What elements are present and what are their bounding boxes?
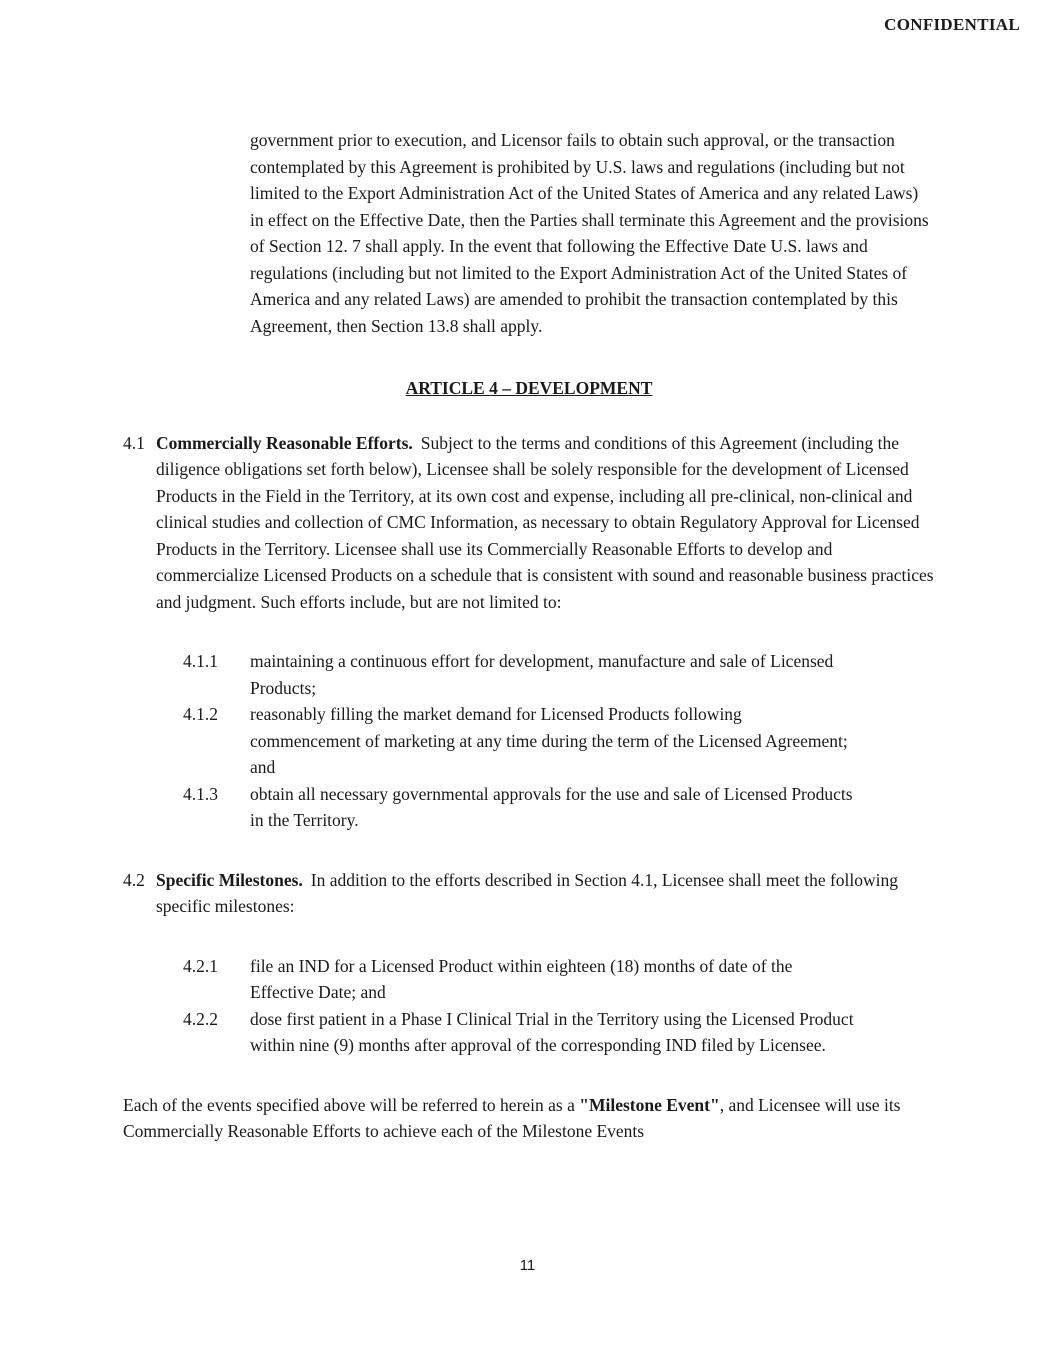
list-item	[183, 701, 935, 781]
confidential-label: CONFIDENTIAL	[884, 15, 1020, 34]
section-4-2-items	[183, 953, 935, 1059]
section-4-1-number: 4.1	[123, 432, 145, 453]
page-number: 11	[519, 1257, 536, 1274]
document-content	[123, 0, 935, 1145]
closing-prefix: Each of the events specified above will be referred to herein as a	[123, 1094, 580, 1115]
list-item	[183, 1006, 935, 1059]
section-4-2-paragraph	[123, 867, 935, 920]
item-text: reasonably filling the market demand for Licensed Products following commencement of marketing at any time during the term of the Licensed Agreement; and	[250, 704, 848, 777]
item-text: dose first patient in a Phase I Clinical Trial in the Territory using the Licensed Product within nine (9) months after approval of the corresponding IND filed by Licensee.	[250, 1008, 854, 1055]
item-text: obtain all necessary governmental approvals for the use and sale of Licensed Products in the Territory.	[250, 783, 853, 830]
closing-suffix: , and Licensee will use its Commercially Reasonable Efforts to achieve each of the Milestone Events	[123, 1094, 901, 1141]
intro-paragraph: government prior to execution, and Licensor fails to obtain such approval, or the transaction contemplated by this Agreement is prohibited by U.S. laws and regulations (including but not limited to the Export Administration Act of the United States of America and any related Laws) in effect on the Effective Date, then the Parties shall terminate this Agreement and the provisions of Section 12. 7 shall apply. In the event that following the Effective Date U.S. laws and regulations (including but not limited to the Export Administration Act of the United States of America and any related Laws) are amended to prohibit the transaction contemplated by this Agreement, then Section 13.8 shall apply.	[250, 130, 929, 336]
list-item	[183, 953, 935, 1006]
section-4-1-items	[183, 648, 935, 834]
closing-paragraph	[123, 1092, 935, 1145]
list-item	[183, 648, 935, 701]
section-4-1-body: Subject to the terms and conditions of this Agreement (including the diligence obligations set forth below), Licensee shall be solely responsible for the development of Licensed Products in the Field in the Territory, at its own cost and expense, including all pre-clinical, non-clinical and clinical studies and collection of CMC Information, as necessary to obtain Regulatory Approval for Licensed Products in the Territory. Licensee shall use its Commercially Reasonable Efforts to develop and commercialize Licensed Products on a schedule that is consistent with sound and reasonable business practices and judgment. Such efforts include, but are not limited to:	[156, 432, 934, 612]
item-number: 4.1.3	[183, 783, 218, 804]
milestone-event-term: "Milestone Event"	[579, 1094, 720, 1115]
section-4-2-body: In addition to the efforts described in Section 4.1, Licensee shall meet the following specific milestones:	[156, 869, 899, 916]
article-heading-text: ARTICLE 4 – DEVELOPMENT	[405, 378, 653, 398]
item-number: 4.1.1	[183, 651, 218, 671]
section-4-2-title: Specific Milestones.	[156, 869, 303, 890]
item-number: 4.1.2	[183, 704, 218, 724]
item-text: maintaining a continuous effort for development, manufacture and sale of Licensed Products;	[250, 651, 834, 698]
item-number: 4.2.2	[183, 1008, 218, 1029]
section-4-1-title: Commercially Reasonable Efforts.	[156, 432, 413, 453]
list-item	[183, 781, 935, 834]
item-text: file an IND for a Licensed Product within eighteen (18) months of date of the Effective Date; and	[250, 955, 793, 1002]
article-heading	[123, 375, 935, 402]
section-4-2-number: 4.2	[123, 869, 145, 890]
item-number: 4.2.1	[183, 955, 218, 976]
section-4-1-paragraph	[123, 430, 935, 616]
